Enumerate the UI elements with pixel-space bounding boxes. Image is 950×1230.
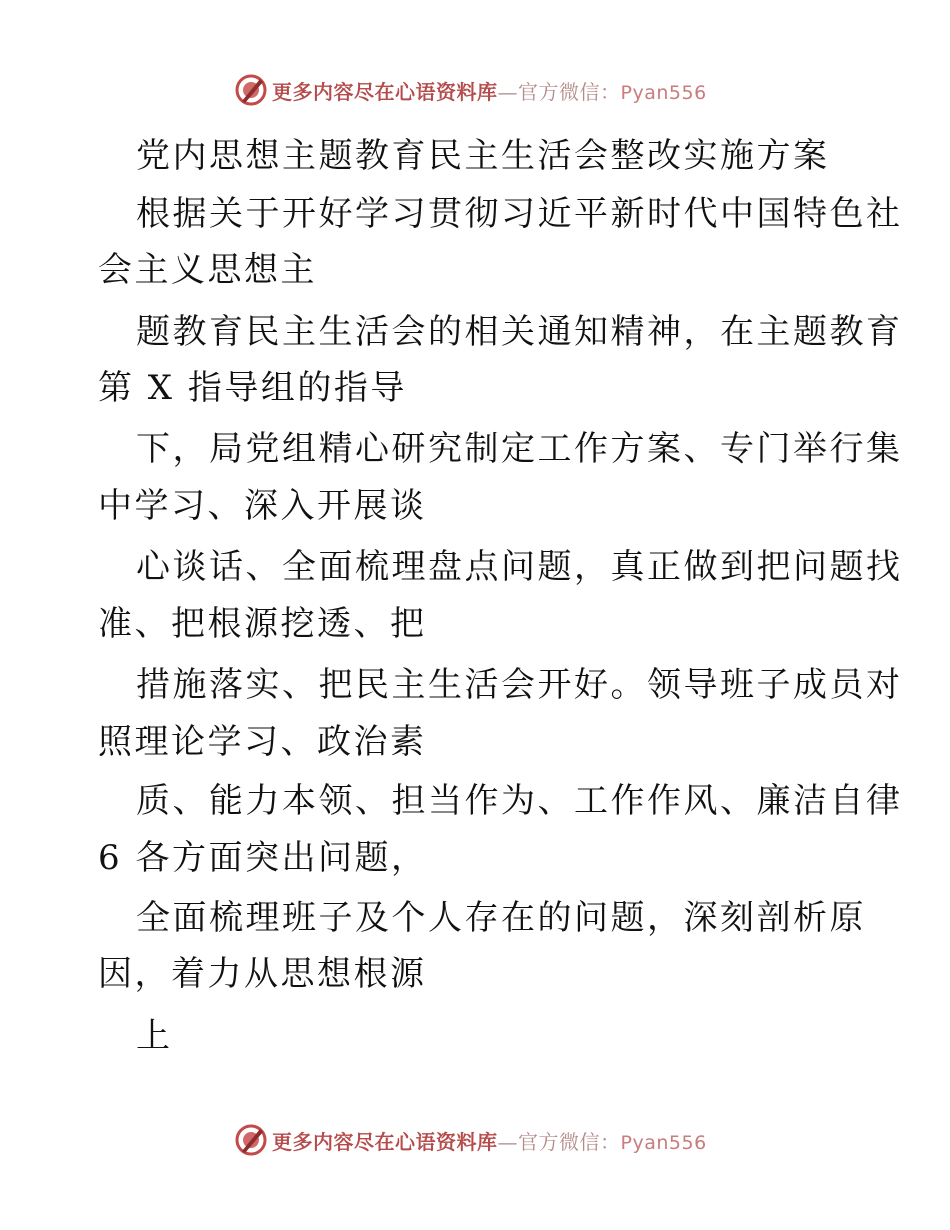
doc-title: 党内思想主题教育民主生活会整改实施方案 bbox=[136, 136, 830, 176]
pen-logo-icon bbox=[234, 1123, 268, 1157]
banner-dash: — bbox=[497, 1129, 518, 1154]
doc-line: 准、把根源挖透、把 bbox=[98, 604, 427, 644]
banner-account: Pyan556 bbox=[620, 1131, 707, 1154]
banner-mid: 官方微信： bbox=[518, 1129, 621, 1154]
header-banner bbox=[234, 72, 707, 108]
footer-banner bbox=[234, 1122, 707, 1158]
banner-text bbox=[272, 76, 707, 105]
doc-line: 心谈话、全面梳理盘点问题，真正做到把问题找 bbox=[136, 547, 903, 587]
doc-line: 会主义思想主 bbox=[98, 250, 317, 290]
banner-mid: 官方微信： bbox=[518, 79, 621, 104]
doc-line: 措施落实、把民主生活会开好。领导班子成员对 bbox=[136, 665, 903, 705]
doc-line: 第 X 指导组的指导 bbox=[98, 368, 407, 408]
doc-line: 因，着力从思想根源 bbox=[98, 954, 427, 994]
doc-line: 上 bbox=[136, 1016, 173, 1056]
doc-line: 6 各方面突出问题， bbox=[98, 838, 428, 878]
banner-text bbox=[272, 1126, 707, 1155]
doc-line: 下，局党组精心研究制定工作方案、专门举行集 bbox=[136, 429, 903, 469]
banner-lead: 更多内容尽在心语资料库 bbox=[272, 1129, 498, 1154]
doc-line: 中学习、深入开展谈 bbox=[98, 486, 427, 526]
doc-line: 根据关于开好学习贯彻习近平新时代中国特色社 bbox=[136, 194, 903, 234]
banner-account: Pyan556 bbox=[620, 81, 707, 104]
doc-line: 题教育民主生活会的相关通知精神，在主题教育 bbox=[136, 312, 903, 352]
banner-lead: 更多内容尽在心语资料库 bbox=[272, 79, 498, 104]
doc-line: 质、能力本领、担当作为、工作作风、廉洁自律 bbox=[136, 781, 903, 821]
doc-line: 全面梳理班子及个人存在的问题，深刻剖析原 bbox=[136, 898, 866, 938]
pen-logo-icon bbox=[234, 73, 268, 107]
doc-line: 照理论学习、政治素 bbox=[98, 722, 427, 762]
banner-dash: — bbox=[497, 79, 518, 104]
